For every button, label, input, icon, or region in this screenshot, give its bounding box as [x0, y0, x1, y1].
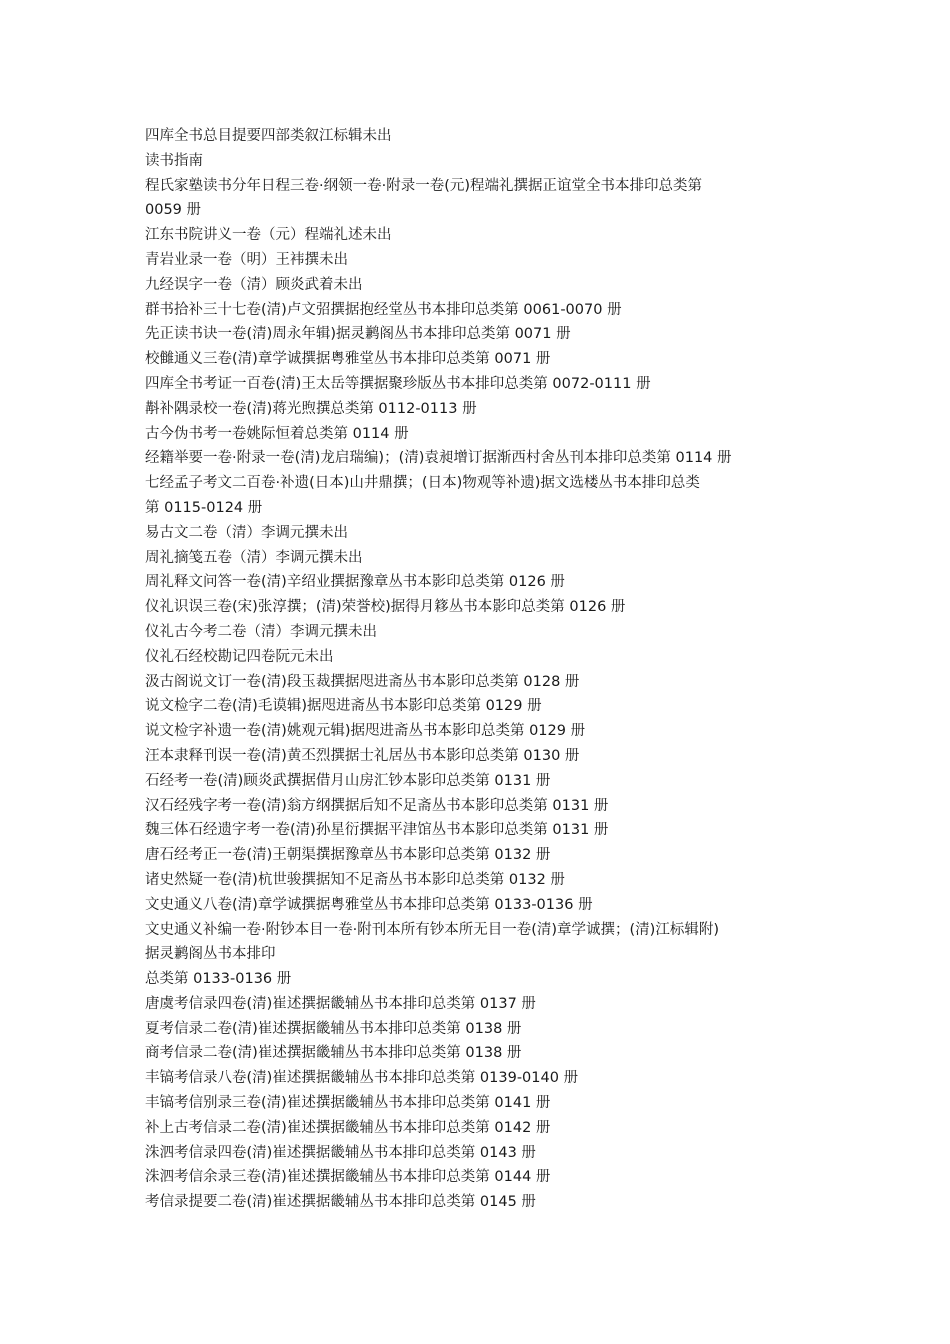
text-line: 洙泗考信录四卷(清)崔述撰据畿辅丛书本排印总类第 0143 册: [145, 1144, 536, 1161]
text-line: 考信录提要二卷(清)崔述撰据畿辅丛书本排印总类第 0145 册: [145, 1194, 536, 1211]
text-line: 周礼释文问答一卷(清)辛绍业撰据豫章丛书本影印总类第 0126 册: [145, 574, 565, 591]
text-line: 读书指南: [145, 152, 203, 169]
text-line: 补上古考信录二卷(清)崔述撰据畿辅丛书本排印总类第 0142 册: [145, 1119, 551, 1136]
text-line: 程氏家塾读书分年日程三卷·纲领一卷·附录一卷(元)程端礼撰据正谊堂全书本排印总类第: [145, 177, 703, 194]
text-line: 0059 册: [145, 202, 202, 219]
text-line: 古今伪书考一卷姚际恒着总类第 0114 册: [145, 425, 409, 442]
text-line: 先正读书诀一卷(清)周永年辑)据灵鹣阁丛书本排印总类第 0071 册: [145, 326, 571, 343]
text-line: 洙泗考信余录三卷(清)崔述撰据畿辅丛书本排印总类第 0144 册: [145, 1169, 551, 1186]
text-line: 斠补隅录校一卷(清)蒋光煦撰总类第 0112-0113 册: [145, 400, 477, 417]
text-line: 汲古阁说文订一卷(清)段玉裁撰据咫进斋丛书本影印总类第 0128 册: [145, 673, 580, 690]
text-line: 校雠通义三卷(清)章学诚撰据粤雅堂丛书本排印总类第 0071 册: [145, 351, 551, 368]
text-line: 说文检字补遗一卷(清)姚观元辑)据咫进斋丛书本影印总类第 0129 册: [145, 723, 586, 740]
text-line: 商考信录二卷(清)崔述撰据畿辅丛书本排印总类第 0138 册: [145, 1045, 522, 1062]
text-line: 经籍举要一卷·附录一卷(清)龙启瑞编)；(清)袁昶增订据渐西村舍丛刊本排印总类第 0114 册: [145, 450, 732, 467]
text-line: 易古文二卷（清）李调元撰未出: [145, 524, 348, 541]
text-line: 四库全书考证一百卷(清)王太岳等撰据聚珍版丛书本排印总类第 0072-0111 册: [145, 375, 651, 392]
text-line: 仪礼古今考二卷（清）李调元撰未出: [145, 623, 377, 640]
document-body: [145, 124, 825, 1215]
text-line: 夏考信录二卷(清)崔述撰据畿辅丛书本排印总类第 0138 册: [145, 1020, 522, 1037]
text-line: 江东书院讲义一卷（元）程端礼述未出: [145, 227, 392, 244]
text-line: 九经误字一卷（清）顾炎武着未出: [145, 276, 363, 293]
text-line: 文史通义补编一卷·附钞本目一卷·附刊本所有钞本所无目一卷(清)章学诚撰；(清)江标辑附): [145, 921, 719, 938]
text-line: 四库全书总目提要四部类叙江标辑未出: [145, 128, 392, 144]
text-line: 汉石经残字考一卷(清)翁方纲撰据后知不足斋丛书本影印总类第 0131 册: [145, 797, 609, 814]
text-line: 汪本隶释刊误一卷(清)黄丕烈撰据士礼居丛书本影印总类第 0130 册: [145, 747, 580, 764]
text-line: 总类第 0133-0136 册: [145, 971, 292, 988]
text-line: 仪礼识误三卷(宋)张淳撰；(清)荣誉校)据得月簃丛书本影印总类第 0126 册: [145, 599, 626, 616]
text-line: 据灵鹣阁丛书本排印: [145, 946, 276, 963]
text-line: 仪礼石经校勘记四卷阮元未出: [145, 648, 334, 665]
text-line: 诸史然疑一卷(清)杭世骏撰据知不足斋丛书本影印总类第 0132 册: [145, 871, 565, 888]
text-line: 青岩业录一卷（明）王袆撰未出: [145, 251, 348, 268]
text-line: 周礼摘笺五卷（清）李调元撰未出: [145, 549, 363, 566]
text-line: 丰镐考信录八卷(清)崔述撰据畿辅丛书本排印总类第 0139-0140 册: [145, 1070, 579, 1087]
text-line: 魏三体石经遗字考一卷(清)孙星衍撰据平津馆丛书本影印总类第 0131 册: [145, 822, 609, 839]
text-line: 第 0115-0124 册: [145, 499, 263, 516]
text-line: 群书拾补三十七卷(清)卢文弨撰据抱经堂丛书本排印总类第 0061-0070 册: [145, 301, 622, 318]
text-line: 石经考一卷(清)顾炎武撰据借月山房汇钞本影印总类第 0131 册: [145, 772, 551, 789]
text-line: 唐石经考正一卷(清)王朝渠撰据豫章丛书本影印总类第 0132 册: [145, 847, 551, 864]
text-line: 七经孟子考文二百卷·补遗(日本)山井鼎撰；(日本)物观等补遗)据文选楼丛书本排印总类: [145, 475, 700, 492]
text-line: 唐虞考信录四卷(清)崔述撰据畿辅丛书本排印总类第 0137 册: [145, 995, 536, 1012]
text-line: 文史通义八卷(清)章学诚撰据粤雅堂丛书本排印总类第 0133-0136 册: [145, 896, 593, 913]
text-line: 丰镐考信别录三卷(清)崔述撰据畿辅丛书本排印总类第 0141 册: [145, 1095, 551, 1112]
text-line: 说文检字二卷(清)毛谟辑)据咫进斋丛书本影印总类第 0129 册: [145, 698, 542, 715]
